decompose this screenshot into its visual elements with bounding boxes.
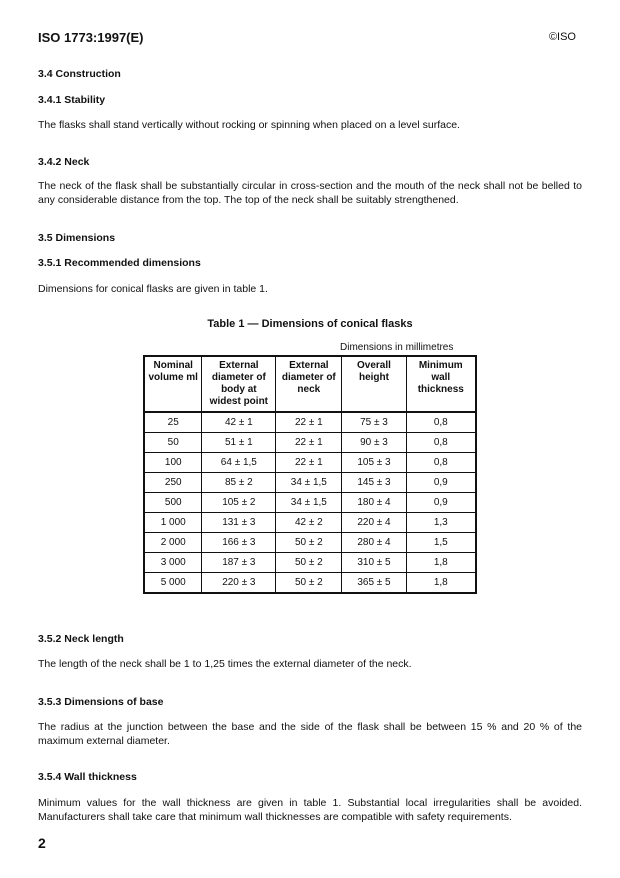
table-row — [144, 513, 476, 533]
table-cell: 2 000 — [144, 533, 202, 553]
heading-3-5-1: 3.5.1 Recommended dimensions — [38, 257, 201, 269]
table-cell: 5 000 — [144, 573, 202, 594]
table-cell: 50 — [144, 433, 202, 453]
page-number: 2 — [38, 835, 46, 851]
table-cell: 0,9 — [406, 493, 476, 513]
table-cell: 50 ± 2 — [276, 533, 342, 553]
table-cell: 0,8 — [406, 453, 476, 473]
heading-3-4: 3.4 Construction — [38, 68, 121, 80]
table-cell: 3 000 — [144, 553, 202, 573]
table-row — [144, 493, 476, 513]
table-row — [144, 473, 476, 493]
paragraph-3-5-4: Minimum values for the wall thickness are given in table 1. Substantial local irregularities shall be avoided. Manufacturers shall take care that minimum wall thicknesses are compatible with safety requirements. — [38, 797, 582, 823]
table-cell: 0,9 — [406, 473, 476, 493]
paragraph-3-5-1: Dimensions for conical flasks are given in table 1. — [38, 283, 268, 295]
table-cell: 105 ± 2 — [202, 493, 276, 513]
table-cell: 166 ± 3 — [202, 533, 276, 553]
table-cell: 90 ± 3 — [342, 433, 406, 453]
heading-3-5-2: 3.5.2 Neck length — [38, 633, 124, 645]
heading-3-4-1: 3.4.1 Stability — [38, 94, 106, 106]
paragraph-3-4-1: The flasks shall stand vertically without rocking or spinning when placed on a level surface. — [38, 119, 460, 131]
table-cell: 0,8 — [406, 412, 476, 433]
table-header-cell: External diameter of neck — [276, 356, 342, 412]
heading-3-5-4: 3.5.4 Wall thickness — [38, 771, 137, 783]
table-cell: 280 ± 4 — [342, 533, 406, 553]
paragraph-3-5-3: The radius at the junction between the base and the side of the flask shall be between 15 % and 20 % of the maximum external diameter. — [38, 721, 582, 747]
dimensions-table — [143, 355, 477, 594]
table-row — [144, 412, 476, 433]
table-header-cell: Nominal volume ml — [144, 356, 202, 412]
paragraph-3-5-2: The length of the neck shall be 1 to 1,25 times the external diameter of the neck. — [38, 658, 412, 670]
table-row — [144, 573, 476, 594]
copyright-mark: ©ISO — [548, 31, 576, 43]
table-cell: 145 ± 3 — [342, 473, 406, 493]
document-standard-id: ISO 1773:1997(E) — [38, 30, 144, 45]
table-cell: 1,8 — [406, 553, 476, 573]
table-cell: 220 ± 3 — [202, 573, 276, 594]
table-row — [144, 553, 476, 573]
heading-3-5: 3.5 Dimensions — [38, 232, 116, 244]
table-cell: 50 ± 2 — [276, 573, 342, 594]
table-cell: 50 ± 2 — [276, 553, 342, 573]
table-cell: 1,5 — [406, 533, 476, 553]
heading-3-5-3: 3.5.3 Dimensions of base — [38, 696, 164, 708]
table-cell: 64 ± 1,5 — [202, 453, 276, 473]
table-cell: 0,8 — [406, 433, 476, 453]
table-cell: 131 ± 3 — [202, 513, 276, 533]
table-cell: 105 ± 3 — [342, 453, 406, 473]
table-caption: Table 1 — Dimensions of conical flasks — [207, 318, 413, 330]
table-cell: 100 — [144, 453, 202, 473]
table-row — [144, 433, 476, 453]
table-header-cell: Minimum wall thickness — [406, 356, 476, 412]
table-cell: 51 ± 1 — [202, 433, 276, 453]
table-cell: 42 ± 2 — [276, 513, 342, 533]
table-row — [144, 453, 476, 473]
table-cell: 22 ± 1 — [276, 433, 342, 453]
table-cell: 250 — [144, 473, 202, 493]
table-cell: 25 — [144, 412, 202, 433]
table-cell: 42 ± 1 — [202, 412, 276, 433]
table-header-cell: Overall height — [342, 356, 406, 412]
table-cell: 220 ± 4 — [342, 513, 406, 533]
table-cell: 1,3 — [406, 513, 476, 533]
table-cell: 22 ± 1 — [276, 453, 342, 473]
table-cell: 500 — [144, 493, 202, 513]
table-cell: 187 ± 3 — [202, 553, 276, 573]
table-cell: 75 ± 3 — [342, 412, 406, 433]
table-cell: 85 ± 2 — [202, 473, 276, 493]
table-units: Dimensions in millimetres — [340, 342, 454, 353]
table-cell: 22 ± 1 — [276, 412, 342, 433]
table-row — [144, 533, 476, 553]
table-cell: 180 ± 4 — [342, 493, 406, 513]
table-cell: 1 000 — [144, 513, 202, 533]
table-cell: 365 ± 5 — [342, 573, 406, 594]
table-header-cell: External diameter of body at widest point — [202, 356, 276, 412]
heading-3-4-2: 3.4.2 Neck — [38, 156, 90, 168]
table-cell: 310 ± 5 — [342, 553, 406, 573]
table-cell: 34 ± 1,5 — [276, 473, 342, 493]
table-cell: 34 ± 1,5 — [276, 493, 342, 513]
table-cell: 1,8 — [406, 573, 476, 594]
paragraph-3-4-2: The neck of the flask shall be substantially circular in cross-section and the mouth of the neck shall not be belled to any considerable distance from the top. The top of the neck shall be suitably strengthened. — [38, 180, 582, 206]
